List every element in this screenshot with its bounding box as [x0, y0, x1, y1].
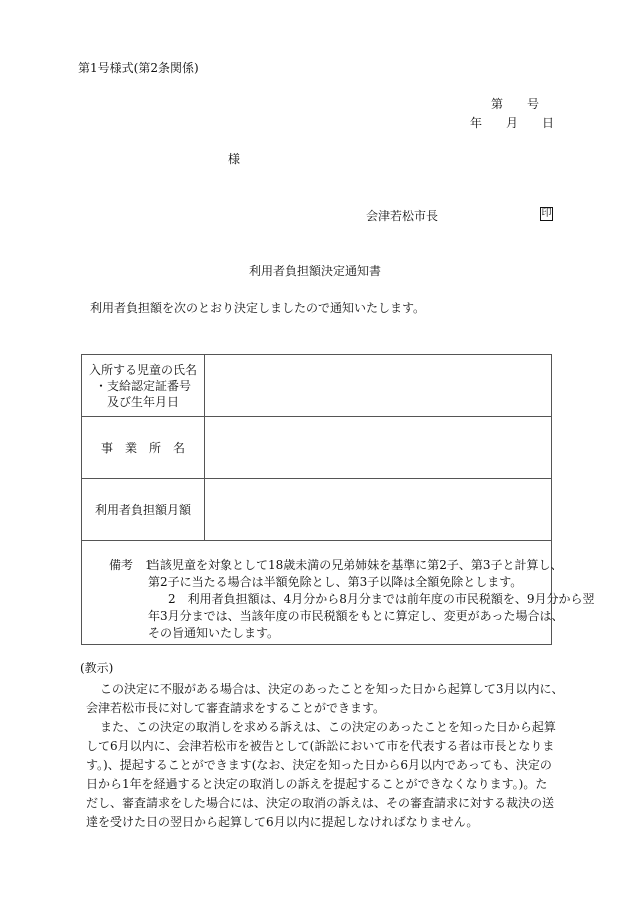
- remarks-row: [82, 541, 552, 645]
- instruction-line: この決定に不服がある場合は、決定のあったことを知った日から起算して3月以内に、: [100, 682, 564, 696]
- child-info-value[interactable]: [205, 355, 552, 417]
- instruction-line: また、この決定の取消しを求める訴えは、この決定のあったことを知った日から起算: [100, 720, 556, 734]
- label-line: 及び生年月日: [106, 394, 179, 409]
- table-row: [82, 417, 552, 479]
- table-row: [82, 355, 552, 417]
- monthly-fee-value[interactable]: [205, 479, 552, 541]
- remarks-line: 当該児童を対象として18歳未満の兄弟姉妹を基準に第2子、第3子と計算し、: [148, 558, 563, 572]
- label-line: ・支給認定証番号: [94, 378, 191, 393]
- label-line: 入所する児童の氏名: [88, 362, 197, 377]
- table-row: [82, 479, 552, 541]
- instruction-line: だし、審査請求をした場合には、決定の取消の訴えは、その審査請求に対する裁決の送: [86, 796, 555, 810]
- issuer: 会津若松市長: [366, 209, 439, 223]
- remarks-line: その旨通知いたします。: [148, 626, 280, 640]
- instruction-line: 達を受けた日の翌日から起算して6月以内に提起しなければなりません。: [86, 815, 479, 829]
- instruction-heading: (教示): [80, 661, 114, 675]
- child-info-label: [82, 355, 205, 417]
- document-number: 第 号: [491, 97, 540, 111]
- document-date: 年 月 日: [470, 116, 555, 130]
- remarks-heading: 備考 1: [109, 558, 153, 572]
- instruction-line: 会津若松市長に対して審査請求をすることができます。: [86, 701, 386, 715]
- instruction-line: す。)、提起することができます(なお、決定を知った日から6月以内であっても、決定の: [86, 758, 552, 772]
- instruction-line: して6月以内に、会津若松市を被告として(訴訟において市を代表する者は市長となりま: [86, 739, 555, 753]
- form-id: 第1号様式(第2条関係): [78, 61, 199, 75]
- remarks-cell: [82, 541, 595, 645]
- facility-name-label: 事 業 所 名: [82, 417, 205, 479]
- seal-mark: 印: [541, 208, 552, 219]
- facility-name-value[interactable]: [205, 417, 552, 479]
- remarks-line: 年3月分までは、当該年度の市民税額をもとに算定し、変更があった場合は、: [148, 609, 564, 623]
- instruction-line: 日から1年を経過すると決定の取消しの訴えを提起することができなくなります。)。た: [86, 777, 548, 791]
- addressee: 様: [228, 152, 241, 166]
- remarks-line: 2 利用者負担額は、4月分から8月分までは前年度の市民税額を、9月分から翌: [168, 592, 595, 606]
- remarks-line: 第2子に当たる場合は半額免除とし、第3子以降は全額免除とします。: [148, 575, 523, 589]
- info-table: [81, 354, 595, 645]
- intro-text: 利用者負担額を次のとおり決定しましたので通知いたします。: [90, 301, 426, 315]
- monthly-fee-label: 利用者負担額月額: [82, 479, 205, 541]
- document-title: 利用者負担額決定通知書: [248, 264, 381, 278]
